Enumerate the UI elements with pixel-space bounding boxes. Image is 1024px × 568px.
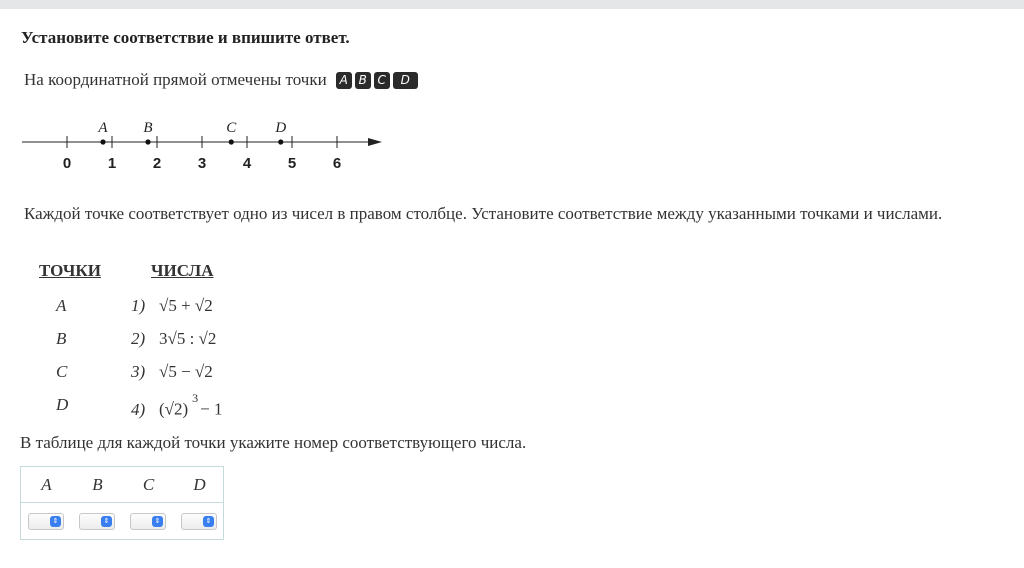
intro-badges [336, 72, 418, 89]
tick-label: 3 [197, 155, 207, 172]
point-d-marker [278, 139, 283, 144]
tick-label: 6 [332, 155, 342, 172]
number-expression-tail: − 1 [200, 399, 223, 419]
chevron-updown-icon: ⇕ [101, 516, 112, 527]
task-instruction: В таблице для каждой точки укажите номер соответствующего числа. [20, 433, 527, 452]
header-numbers: ЧИСЛА [151, 261, 214, 280]
intro-line [24, 70, 418, 90]
point-badge-d: D [393, 72, 418, 89]
answer-select-a[interactable] [28, 513, 64, 530]
tick-label: 1 [107, 155, 117, 172]
number-index: 4) [131, 399, 146, 419]
number-expression-base: (√2) [159, 399, 189, 419]
point-c-marker [229, 139, 234, 144]
number-expression-exponent: 3 [192, 391, 199, 405]
number-expression: √5 − √2 [159, 362, 213, 381]
answer-select-d[interactable] [181, 513, 217, 530]
number-index: 2) [131, 329, 146, 348]
answer-header-d: D [193, 475, 206, 494]
point-badge-c: C [374, 72, 390, 89]
number-option-4 [131, 391, 223, 420]
point-d-label: D [275, 120, 287, 136]
answer-table [20, 466, 224, 540]
number-index: 3) [131, 362, 146, 381]
point-badge-a: A [336, 72, 352, 89]
point-b-marker [145, 139, 150, 144]
task-paragraph: Каждой точке соответствует одно из чисел в правом столбце. Установите соответствие между указанными точками и числами. [24, 204, 943, 223]
chevron-updown-icon: ⇕ [203, 516, 214, 527]
answer-table-header [21, 467, 223, 503]
tick-label: 0 [62, 155, 72, 172]
chevron-updown-icon: ⇕ [50, 516, 61, 527]
answer-header-c: C [142, 475, 155, 494]
point-a-label: A [98, 120, 108, 136]
number-line [18, 112, 388, 174]
header-points: ТОЧКИ [39, 261, 101, 280]
point-badge-b: B [355, 72, 371, 89]
number-expression: √5 + √2 [159, 296, 213, 315]
chevron-updown-icon: ⇕ [152, 516, 163, 527]
tick-label: 4 [242, 155, 252, 172]
tick-label: 5 [287, 155, 297, 172]
answer-select-c[interactable] [130, 513, 166, 530]
point-a-marker [100, 139, 105, 144]
point-c-label: C [226, 120, 237, 136]
number-option-2 [131, 329, 216, 349]
intro-text: На координатной прямой отмечены точки [24, 70, 327, 89]
point-label-c: C [56, 362, 68, 381]
answer-header-b: B [92, 475, 103, 494]
number-index: 1) [131, 296, 146, 315]
axis-arrow-icon [368, 138, 382, 146]
top-bar [0, 0, 1024, 9]
number-option-3 [131, 362, 213, 382]
point-label-d: D [56, 395, 69, 414]
point-b-label: B [143, 120, 153, 136]
number-expression: 3√5 : √2 [159, 329, 217, 348]
point-label-b: B [56, 329, 67, 348]
answer-select-b[interactable] [79, 513, 115, 530]
instruction-title: Установите соответствие и впишите ответ. [21, 28, 350, 47]
number-option-1 [131, 296, 213, 316]
answer-header-a: A [41, 475, 52, 494]
tick-label: 2 [152, 155, 162, 172]
point-label-a: A [56, 296, 67, 315]
